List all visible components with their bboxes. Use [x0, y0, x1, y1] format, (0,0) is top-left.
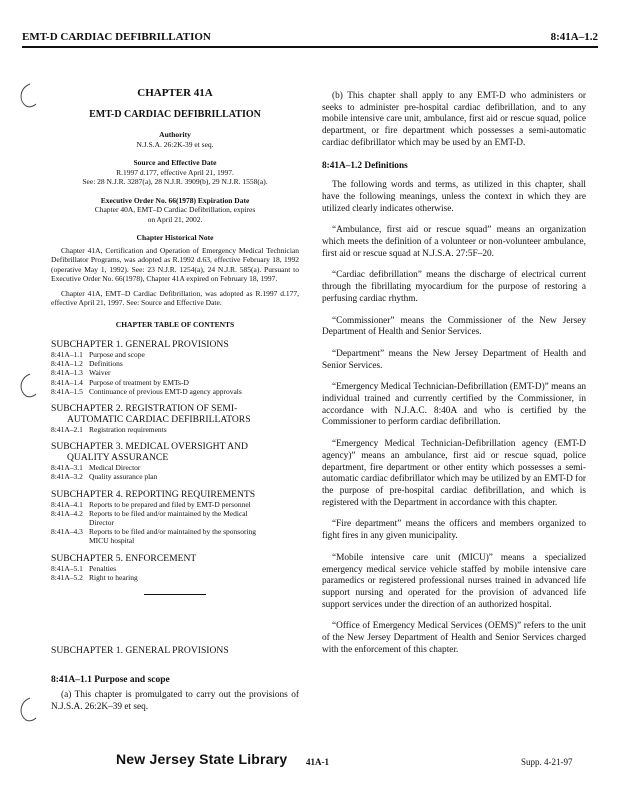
source-heading: Source and Effective Date [133, 158, 217, 167]
definition-oems: “Office of Emergency Medical Services (OEMS)” refers to the unit of the New Jersey Department of Health and Senior Services charged with the enforcement of this chapter. [322, 621, 586, 655]
source-line-1: R.1997 d.177, effective April 21, 1997. [116, 167, 234, 177]
toc-entry-number: 8:41A–1.3 [51, 368, 83, 378]
toc-entry [51, 350, 299, 359]
toc-subchapter-4: SUBCHAPTER 4. REPORTING REQUIREMENTS [51, 488, 256, 500]
toc-entry-title: Purpose of treatment by EMTs-D [89, 377, 189, 387]
right-column [322, 91, 586, 666]
toc-subchapter-3 [51, 441, 299, 463]
toc-entry-title: Registration requirements [89, 425, 167, 435]
running-header [22, 30, 598, 48]
executive-order-text: Chapter 40A, EMT–D Cardiac Defibrillation, expires on April 21, 2002. [94, 205, 256, 224]
section-1-1-text: (a) This chapter is promulgated to carry out the provisions of N.J.S.A. 26:2K–39 et seq. [51, 690, 299, 712]
toc-entry-continuation: MICU hospital [89, 536, 135, 546]
section-1-1-heading: 8:41A–1.1 Purpose and scope [51, 675, 170, 685]
toc-entry [51, 472, 299, 481]
toc-entry-title: Medical Director [89, 463, 141, 473]
definition-fire-department: “Fire department” means the officers and members organized to fight fires in any given municipality. [322, 519, 586, 542]
header-title: EMT-D CARDIAC DEFIBRILLATION [22, 31, 211, 43]
definition-emt-d-agency: “Emergency Medical Technician-Defibrillation agency (EMT-D agency)” means an ambulance, first aid or rescue squad, police department, fire department or other entity which possesses a semi-automatic cardiac defibrillator which may be utilized by an EMT-D for the purpose of pre-hospital cardiac defibrillation, and which is registered with the Department in accordance with this chapter. [322, 439, 587, 508]
toc-subchapter-2-line-2: AUTOMATIC CARDIAC DEFIBRILLATORS [67, 414, 251, 426]
toc-subchapter-5: SUBCHAPTER 5. ENFORCEMENT [51, 552, 197, 564]
chapter-number: CHAPTER 41A [137, 87, 213, 99]
toc-entry-title: Quality assurance plan [89, 472, 158, 482]
historical-note [51, 246, 299, 308]
toc-subchapter-3-line-1: SUBCHAPTER 3. MEDICAL OVERSIGHT AND [51, 441, 248, 453]
toc-entry-number: 8:41A–1.2 [51, 359, 83, 369]
page-number: 41A-1 [306, 757, 329, 767]
toc-entry-number: 8:41A–1.5 [51, 386, 83, 396]
toc-entry-number: 8:41A–4.3 [51, 527, 83, 537]
toc-entry-title: Penalties [89, 563, 117, 573]
toc-entry-title: Reports to be filed and/or maintained by the Medical [89, 508, 248, 518]
authority-heading: Authority [159, 130, 191, 139]
toc-entry [51, 378, 299, 387]
toc-entry-title: Purpose and scope [89, 350, 145, 359]
paragraph-b: (b) This chapter shall apply to any EMT-D who administers or seeks to administer pre-hospital cardiac defibrillation, and to any mobile intensive care unit, ambulance, first aid or rescue squad, police department, or fire department which possesses a semi-automatic cardiac defibrillator which may be used by an EMT-D. [322, 91, 586, 148]
toc-entry-title: Continuance of previous EMT-D agency approvals [89, 386, 242, 396]
toc-entry-number: 8:41A–4.2 [51, 508, 83, 518]
punch-hole-mark-icon [14, 696, 40, 726]
definitions-intro: The following words and terms, as utilized in this chapter, shall have the following meanings, unless the context in which they are utilized clearly indicates otherwise. [322, 180, 586, 214]
historical-note-paragraph-2: Chapter 41A, EMT–D Cardiac Defibrillation, was adopted as R.1997 d.177, effective April 21, 1997. See: Source and Effective Date. [51, 288, 299, 307]
toc-entry [51, 527, 299, 536]
toc-subchapter-3-line-2: QUALITY ASSURANCE [67, 452, 169, 464]
punch-hole-mark-icon [14, 82, 40, 112]
header-section-number: 8:41A–1.2 [550, 31, 598, 43]
toc-entry [51, 368, 299, 377]
toc-entry-number: 8:41A–1.4 [51, 377, 83, 387]
toc-subchapter-2 [51, 403, 299, 425]
subchapter-1-heading: SUBCHAPTER 1. GENERAL PROVISIONS [51, 645, 229, 656]
toc-entry-number: 8:41A–3.2 [51, 472, 83, 482]
section-1-2-heading: 8:41A–1.2 Definitions [322, 160, 408, 171]
definition-ambulance: “Ambulance, first aid or rescue squad” means an organization which meets the definition of a volunteer or non-volunteer ambulance, first aid or rescue squad at N.J.S.A. 27:5F–20. [322, 225, 586, 259]
toc-entry [51, 564, 299, 573]
toc-entry [51, 573, 299, 582]
definition-micu: “Mobile intensive care unit (MICU)” means a specialized emergency medical service vehicle staffed by mobile intensive care paramedics or registered professional nurses trained in advanced life support nursing and operated for the provision of advanced life support services under the direction of an authorized hospital. [322, 552, 586, 610]
toc-title: CHAPTER TABLE OF CONTENTS [115, 319, 235, 329]
definition-cardiac-defibrillation: “Cardiac defibrillation” means the discharge of electrical current through the fibrillating myocardium for the purpose of restoring a perfusing cardiac rhythm. [322, 270, 586, 304]
toc-entry [51, 359, 299, 368]
toc-entry-number: 8:41A–3.1 [51, 463, 83, 473]
definition-department: “Department” means the New Jersey Department of Health and Senior Services. [322, 348, 586, 371]
source-line-2: See: 28 N.J.R. 3287(a), 28 N.J.R. 3909(b), 29 N.J.R. 1558(a). [82, 177, 268, 186]
toc-entry [51, 425, 299, 434]
left-column [51, 86, 299, 595]
punch-hole-mark-icon [14, 372, 40, 402]
toc-entry-title: Reports to be prepared and filed by EMT-D personnel [89, 499, 251, 509]
toc-end-rule [144, 594, 206, 595]
library-stamp: New Jersey State Library [116, 751, 288, 767]
executive-order-heading: Executive Order No. 66(1978) Expiration Date [100, 195, 250, 205]
supplement-date: Supp. 4-21-97 [521, 757, 573, 767]
toc-entry-continuation: Director [89, 518, 114, 528]
toc-subchapter-2-line-1: SUBCHAPTER 2. REGISTRATION OF SEMI- [51, 403, 238, 415]
definition-commissioner: “Commissioner” means the Commissioner of the New Jersey Department of Health and Senior Services. [322, 315, 586, 338]
toc-entry-title: Definitions [89, 359, 123, 369]
toc-entry [51, 509, 299, 518]
historical-note-heading: Chapter Historical Note [136, 233, 214, 242]
toc-entry-title: Right to hearing [89, 572, 138, 582]
chapter-title: EMT-D CARDIAC DEFIBRILLATION [89, 109, 261, 120]
authority-text: N.J.S.A. 26:2K-39 et seq. [136, 139, 214, 149]
toc-entry-title: Reports to be filed and/or maintained by the sponsoring [89, 527, 257, 537]
toc-entry [51, 387, 299, 396]
toc-subchapter-1: SUBCHAPTER 1. GENERAL PROVISIONS [51, 339, 229, 350]
toc-entry [51, 463, 299, 472]
historical-note-paragraph-1: Chapter 41A, Certification and Operation of Emergency Medical Technician Defibrillator Programs, was adopted as R.1992 d.63, effective February 18, 1992 (operative May 1, 1992). See: 23 N.J.R. 1254(a), 24 N.J.R. 585(a). Pursuant to Executive Order No. 66(1978), Chapter 41A expired on February 18, 1997. [51, 245, 299, 283]
toc-entry-number: 8:41A–2.1 [51, 425, 83, 435]
toc-entry-number: 8:41A–4.1 [51, 499, 83, 509]
toc-entry-number: 8:41A–5.2 [51, 572, 83, 582]
toc-entry-number: 8:41A–1.1 [51, 350, 83, 359]
definition-emt-d: “Emergency Medical Technician-Defibrillation (EMT-D)” means an individual trained and currently certified by the Commissioner, in accordance with N.J.A.C. 8:40A and who is certified by the Commissioner to perform cardiac defibrillation. [322, 382, 586, 428]
toc-entry [51, 500, 299, 509]
toc-entry-title: Waiver [89, 368, 111, 378]
toc-entry-number: 8:41A–5.1 [51, 563, 83, 573]
